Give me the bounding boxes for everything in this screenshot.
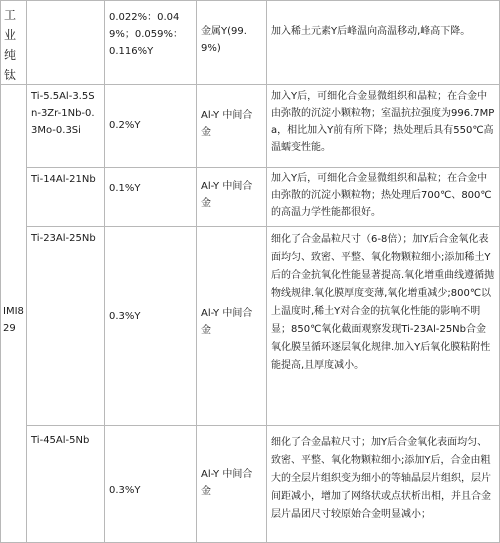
category-cell: IMI829 bbox=[3, 306, 24, 334]
category-cell: 工业纯钛 bbox=[4, 8, 17, 82]
effect-cell: 细化了合金晶粒尺寸；加Y后合金氧化表面均匀、致密、平整、氧化物颗粒细小;添加Y后，合金由粗大的全层片组织变为细小的等轴晶层片组织，层片间距减小，增加了网络状或点状析出相，并且合金层片晶团尺寸较原始合金明显减小； bbox=[271, 437, 491, 520]
addition-form-cell: Al-Y 中间合金 bbox=[201, 110, 253, 138]
y-content-cell: 0.2%Y bbox=[109, 120, 141, 131]
y-content-cell: 0.3%Y bbox=[109, 311, 141, 322]
effect-cell: 加入Y后，可细化合金显微组织和晶粒；在合金中由弥散的沉淀小颗粒物；热处理后700℃、800℃的高温力学性能都很好。 bbox=[271, 173, 492, 218]
alloy-cell: Ti-14Al-21Nb bbox=[31, 174, 96, 185]
effect-cell: 加入稀土元素Y后峰温向高温移动,峰高下降。 bbox=[271, 26, 471, 37]
y-content-cell: 0.3%Y bbox=[109, 485, 141, 496]
addition-form-cell: Al-Y 中间合金 bbox=[201, 308, 253, 336]
alloy-cell: Ti-45Al-5Nb bbox=[31, 435, 90, 446]
addition-form-cell: Al-Y 中间合金 bbox=[201, 181, 253, 209]
effect-cell: 加入Y后，可细化合金显微组织和晶粒；在合金中由弥散的沉淀小颗粒物；室温抗拉强度为996.7MPa，相比加入Y前有所下降；热处理后具有550℃高温蠕变性能。 bbox=[271, 91, 495, 153]
y-content-cell: 0.022%：0.049%；0.059%：0.116%Y bbox=[109, 12, 183, 57]
effect-cell: 细化了合金晶粒尺寸（6-8倍）；加Y后合金氧化表面均匀、致密、平整、氧化物颗粒细小;添加稀土Y后的合金抗氧化性能显著提高.氧化增重曲线遵循抛物线规律.氧化膜厚度变薄,氧化增重减少;800℃以上温度时,稀土Y对合金的抗氧化性能的影响不明显；850℃氧化截面观察发现Ti-23Al-25Nb合金氧化膜呈循环逐层氧化规律.加入Y后氧化膜粘附性能提高,且厚度减小。 bbox=[271, 234, 495, 371]
addition-form-cell: Al-Y 中间合金 bbox=[201, 469, 253, 497]
alloy-cell: Ti-5.5Al-3.5Sn-3Zr-1Nb-0.3Mo-0.3Si bbox=[31, 91, 95, 136]
alloy-cell: Ti-23Al-25Nb bbox=[31, 233, 96, 244]
y-content-cell: 0.1%Y bbox=[109, 183, 141, 194]
addition-form-cell: 金属Y(99.9%) bbox=[201, 26, 247, 54]
